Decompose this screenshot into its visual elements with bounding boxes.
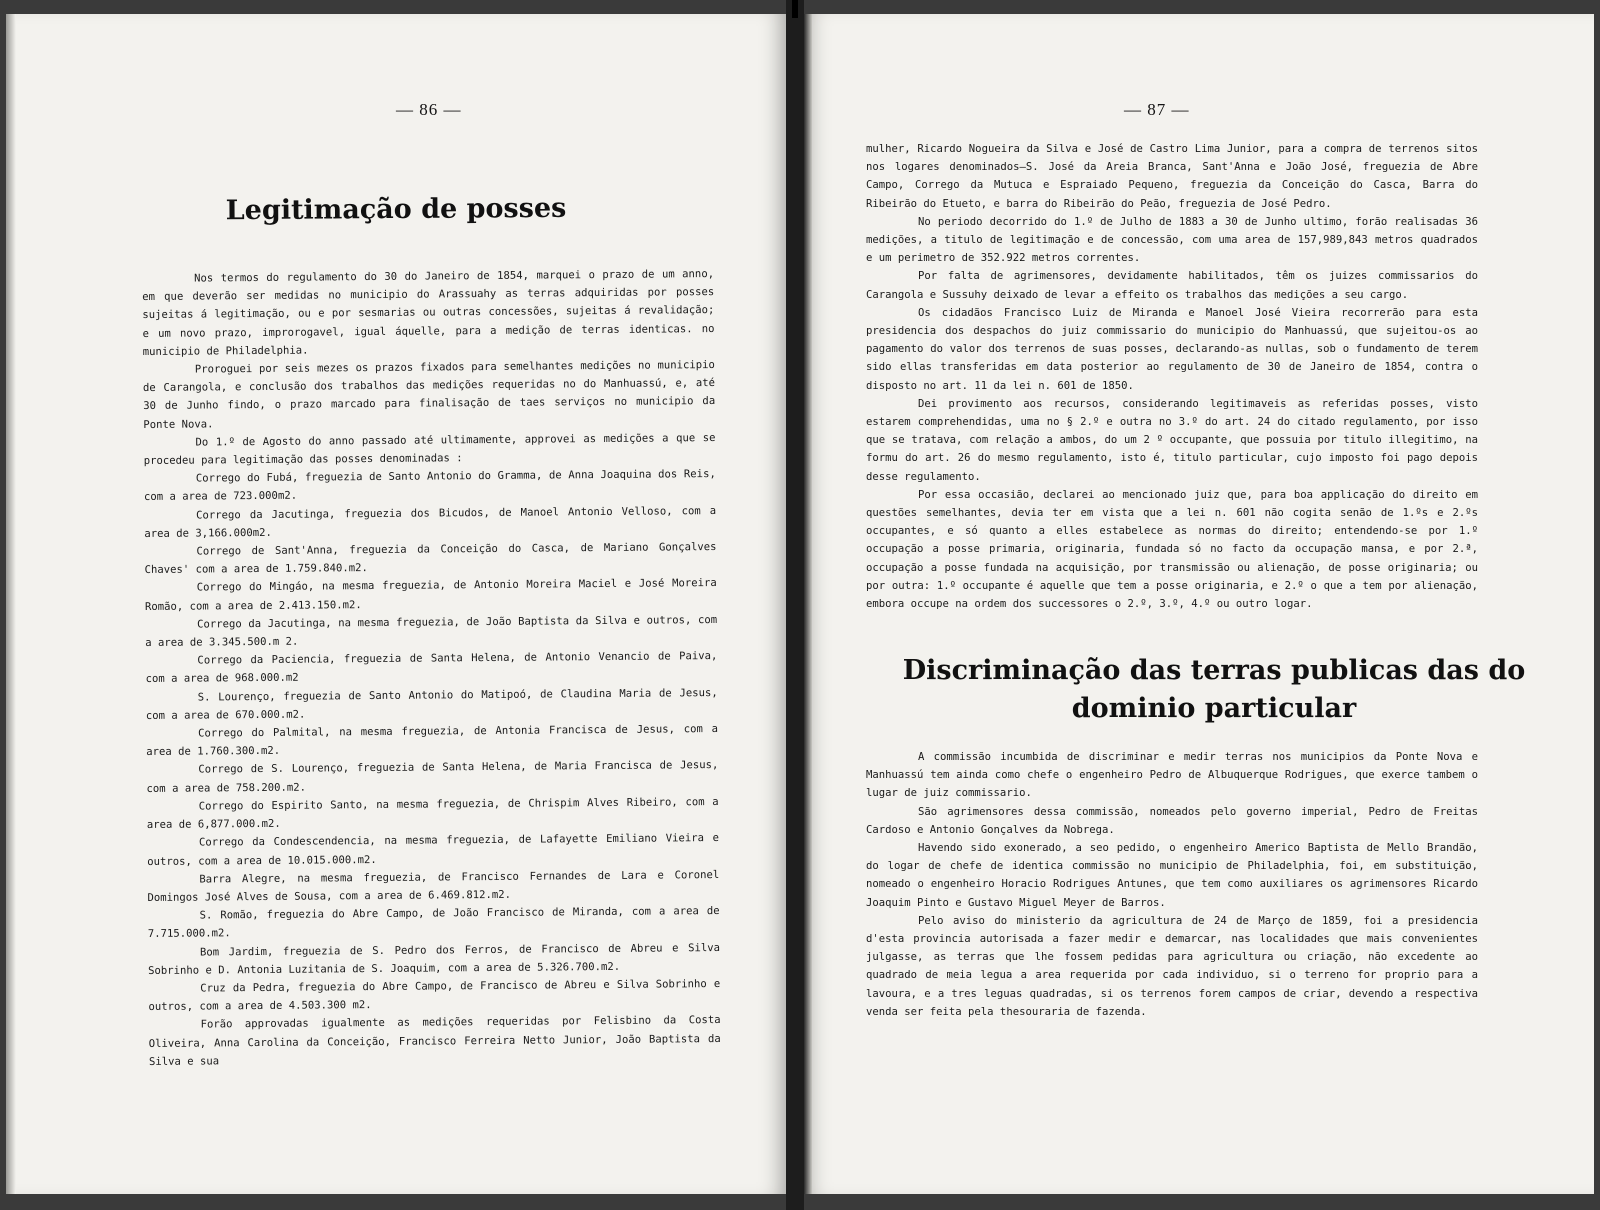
- list-item: Corrego de Sant'Anna, freguezia da Conceição do Casca, de Mariano Gonçalves Chaves' com a area de 1.759.840.m2.: [144, 541, 717, 577]
- list-item: Barra Alegre, na mesma freguezia, de Francisco Fernandes de Lara e Coronel Domingos José Alves de Sousa, com a area de 6.469.812.m2.: [147, 868, 720, 904]
- page-body: [142, 265, 721, 1071]
- list-item: Corrego do Mingáo, na mesma freguezia, de Antonio Moreira Maciel e José Moreira Romão, com a area de 2.413.150.m2.: [144, 577, 717, 613]
- page-body-bottom: [866, 748, 1478, 1021]
- list-item: Cruz da Pedra, freguezia do Abre Campo, de Francisco de Abreu e Silva Sobrinho e outros, com a area de 4.503.300 m2.: [148, 977, 721, 1014]
- paragraph: Dei provimento aos recursos, considerando legitimaveis as referidas posses, visto estarem comprehendidas, uma no § 2.º e outra no 3.º do art. 24 do citado regulamento, por isso que se tratava, com relação a ambos, do um 2 º occupante, que possuia por titulo illegitimo, na formu do art. 26 do mesmo regulamento, isto é, titulo particular, cujo imposto foi pago depois desse regulamento.: [866, 397, 1478, 483]
- page-number: — 87 —: [1124, 100, 1190, 119]
- list-item: S. Romão, freguezia do Abre Campo, de João Francisco de Miranda, com a area de 7.715.000.m2.: [147, 905, 720, 941]
- left-page: [6, 14, 786, 1194]
- list-item: Corrego da Jacutinga, na mesma freguezia, de João Baptista da Silva e outros, com a area de 3.345.500.m 2.: [145, 613, 718, 650]
- section-title: Legitimação de posses: [225, 192, 567, 227]
- paragraph: São agrimensores dessa commissão, nomeados pelo governo imperial, Pedro de Freitas Cardoso e Antonio Gonçalves da Nobrega.: [866, 805, 1478, 836]
- page-number: — 86 —: [396, 100, 462, 119]
- list-item: Corrego do Palmital, na mesma freguezia, de Antonia Francisca de Jesus, com a area de 1.760.300.m2.: [146, 723, 719, 759]
- list-item: Corrego do Espirito Santo, na mesma freguezia, de Chrispim Alves Ribeiro, com a area de 6,877.000.m2.: [146, 795, 719, 832]
- list-item: Corrego do Fubá, freguezia de Santo Antonio do Gramma, de Anna Joaquina dos Reis, com a area de 723.000m2.: [143, 468, 716, 504]
- paragraph-continuation: mulher, Ricardo Nogueira da Silva e José de Castro Lima Junior, para a compra de terrenos sitos nos logares denominados—S. José da Areia Branca, Sant'Anna e João José, freguezia de Abre Campo, Corrego da Mutuca e Espraiado Pequeno, freguezia da Conceição do Casca, Barra do Ribeirão do Etueto, e barra do Ribeirão do Peão, freguezia de José Pedro.: [866, 143, 1478, 210]
- paragraph: No periodo decorrido do 1.º de Julho de 1883 a 30 de Junho ultimo, forão realisadas 36 medições, a titulo de legitimação e de concessão, com uma area de 157,989,843 metros quadrados e um perimetro de 352.922 metros correntes.: [866, 215, 1478, 265]
- paragraph: Por falta de agrimensores, devidamente habilitados, têm os juizes commissarios do Carangola e Sussuhy deixado de levar a effeito os trabalhos das medições a seu cargo.: [866, 270, 1478, 301]
- list-item: Corrego da Jacutinga, freguezia dos Bicudos, de Manoel Antonio Velloso, com a area de 3,166.000m2.: [144, 504, 717, 540]
- list-item: S. Lourenço, freguezia de Santo Antonio do Matipoó, de Claudina Maria de Jesus, com a area de 670.000.m2.: [145, 686, 718, 722]
- page-body-top: [866, 140, 1478, 613]
- paragraph: Pelo aviso do ministerio da agricultura de 24 de Março de 1859, foi a presidencia d'esta provincia autorisada a fazer medir e demarcar, nas localidades que mais convenientes julgasse, as terras que lhe fossem pedidas para agricultura ou criação, não excedente ao quadrado de meia legua a area requerida por cada individuo, si o terreno for proprio para a lavoura, e a tres leguas quadradas, si os terrenos forem campos de criar, devendo a respectiva venda ser feita pela thesouraria de fazenda.: [866, 914, 1478, 1018]
- list-item: Corrego da Condescendencia, na mesma freguezia, de Lafayette Emiliano Vieira e outros, com a area de 10.015.000.m2.: [147, 832, 720, 868]
- right-page: [804, 14, 1594, 1194]
- paragraph: Os cidadãos Francisco Luiz de Miranda e Manoel José Vieira recorrerão para esta presidencia dos despachos do juiz commissario do municipio do Manhuassú, que sujeitou-os ao pagamento do valor dos terrenos de suas posses, declarando-as nullas, sob o fundamento de terem sido ellas transferidas em data posterior ao regulamento de 30 de Janeiro de 1854, contra o disposto no art. 11 da lei n. 601 de 1850.: [866, 306, 1478, 392]
- paragraph: A commissão incumbida de discriminar e medir terras nos municipios da Ponte Nova e Manhuassú tem ainda como chefe o engenheiro Pedro de Albuquerque Rodrigues, que exerce tambem o lugar de juiz commissario.: [866, 751, 1478, 800]
- paragraph: Nos termos do regulamento do 30 do Janeiro de 1854, marquei o prazo de um anno, em que deverão ser medidas no municipio do Arassuahy as terras adquiridas por posses sujeitas á legitimação, ou e por sesmarias ou outras concessões, sujeitas á revalidação; e um novo prazo, improrogavel, igual áquelle, para a medição de terras identicas. no municipio de Philadelphia.: [142, 268, 715, 358]
- paragraph: Do 1.º de Agosto do anno passado até ultimamente, approvei as medições a que se procedeu para legitimação das posses denominadas :: [143, 431, 716, 468]
- paragraph: Por essa occasião, declarei ao mencionado juiz que, para boa applicação do direito em questões semelhantes, devia ter em vista que a lei n. 601 não cogita senão de 1.ºs e 2.ºs occupantes, e só quanto a elles estabelece as normas do direito; entendendo-se por 1.º occupação a posse primaria, originaria, fundada só no facto da occupação mansa, e por 2.ª, occupação a posse fundada na acquisição, por transmissão ou alienação, de posse originaria; ou por outra: 1.º occupante é aquelle que tem a posse originaria, e 2.º o que a tem por alienação, embora occupe na ordem dos successores o 2.º, 3.º, 4.º ou outro logar.: [866, 488, 1478, 611]
- list-item: Corrego de S. Lourenço, freguezia de Santa Helena, de Maria Francisca de Jesus, com a area de 758.200.m2.: [146, 759, 719, 795]
- section-title: Discriminação das terras publicas das do dominio particular: [902, 655, 1526, 724]
- paragraph: Forão approvadas igualmente as medições requeridas por Felisbino da Costa Oliveira, Anna Carolina da Conceição, Francisco Ferreira Netto Junior, João Baptista da Silva e sua: [148, 1014, 721, 1068]
- paragraph: Havendo sido exonerado, a seo pedido, o engenheiro Americo Baptista de Mello Brandão, do logar de chefe de identica commissão no municipio de Philadelphia, foi, em substituição, nomeado o engenheiro Horacio Rodrigues Antunes, que tem como auxiliares os agrimensores Ricardo Joaquim Pinto e Gustavo Miguel Meyer de Barros.: [866, 842, 1478, 909]
- list-item: Corrego da Paciencia, freguezia de Santa Helena, de Antonio Venancio de Paiva, com a area de 968.000.m2: [145, 650, 718, 686]
- book-gutter: [786, 0, 804, 1210]
- list-item: Bom Jardim, freguezia de S. Pedro dos Ferros, de Francisco de Abreu e Silva Sobrinho e D. Antonia Luzitania de S. Joaquim, com a area de 5.326.700.m2.: [148, 941, 720, 977]
- paragraph: Proroguei por seis mezes os prazos fixados para semelhantes medições no municipio de Carangola, e conclusão dos trabalhos das medições requeridas no do Manhuassú, e, até 30 de Junho findo, o prazo marcado para finalisação de taes serviços no municipio da Ponte Nova.: [142, 359, 716, 431]
